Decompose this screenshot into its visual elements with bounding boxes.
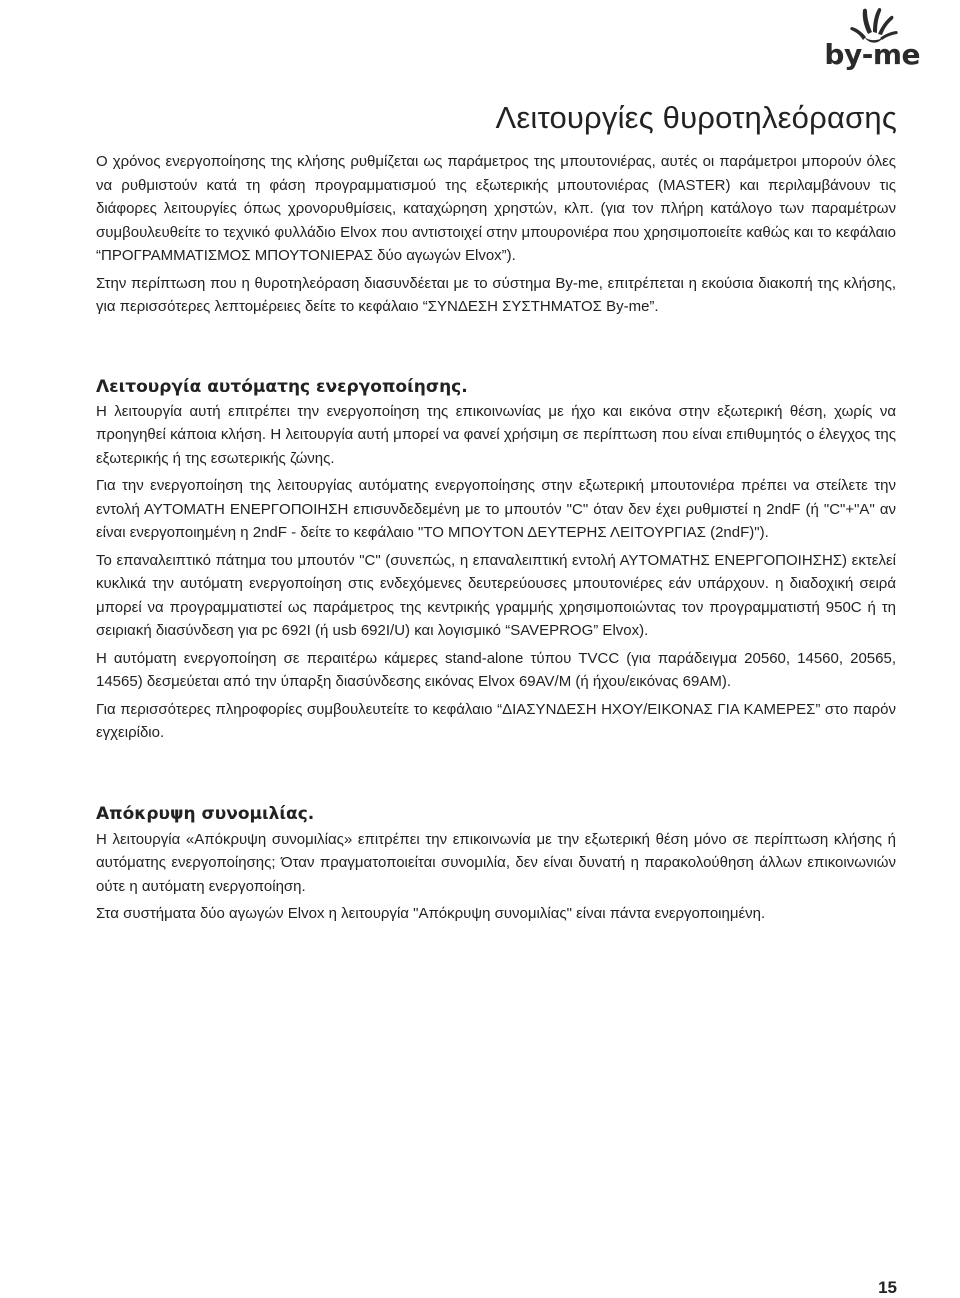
auto-activation-paragraph: Για περισσότερες πληροφορίες συμβουλευτείτε το κεφάλαιο “ΔΙΑΣΥΝΔΕΣΗ ΗΧΟΥ/ΕΙΚΟΝΑΣ ΓΙΑ ΚΑΜΕΡΕΣ” στο παρόν εγχειρίδιο. xyxy=(96,700,896,741)
intro-paragraph: Στην περίπτωση που η θυροτηλεόραση διασυνδέεται με το σύστημα By-me, επιτρέπεται η εκούσια διακοπή της κλήσης, για περισσότερες λεπτομέρειες δείτε το κεφάλαιο “ΣΥΝΔΕΣΗ ΣΥΣΤΗΜΑΤΟΣ By-me”. xyxy=(96,274,896,315)
document-body xyxy=(96,150,896,926)
auto-activation-paragraph: Για την ενεργοποίηση της λειτουργίας αυτόματης ενεργοποίησης στην εξωτερική μπουτονιέρα πρέπει να στείλετε την εντολή ΑΥΤΟΜΑΤΗ ΕΝΕΡΓΟΠΟΙΗΣΗ επισυνδεδεμένη με το μπουτόν "C" όταν δεν έχει ρυθμιστεί η 2ndF (ή "C"+"A" αν είναι ενεργοποιημένη η 2ndF - δείτε το κεφάλαιο "ΤΟ ΜΠΟΥΤΟΝ ΔΕΥΤΕΡΗΣ ΛΕΙΤΟΥΡΓΙΑΣ (2ndF)"). xyxy=(96,477,896,541)
section-title-privacy: Απόκρυψη συνομιλίας. xyxy=(96,803,315,824)
auto-activation-paragraph: Το επαναλειπτικό πάτημα του μπουτόν "C" (συνεπώς, η επαναλειπτική εντολή ΑΥΤΟΜΑΤΗΣ ΕΝΕΡΓΟΠΟΙΗΣΗΣ) εκτελεί κυκλικά την αυτόματη ενεργοποίηση στις ενδεχόμενες δευτερεύουσες μπουτονιέρες εάν υπάρχουν. η διαδοχική σειρά μπορεί να προγραμματιστεί ως παράμετρος της κεντρικής γραμμής χρησιμοποιώντας τον προγραμματιστή 950C ή τη σειριακή διασύνδεση για pc 692I (ή usb 692I/U) και λογισμικό “SAVEPROG” Elvox). xyxy=(96,551,896,639)
page-title: Λειτουργίες θυροτηλεόρασης xyxy=(495,100,897,135)
privacy-paragraph: Η λειτουργία «Απόκρυψη συνομιλίας» επιτρέπει την επικοινωνία με την εξωτερική θέση μόνο σε περίπτωση κλήσης ή αυτόματης ενεργοποίησης; Όταν πραγματοποιείται συνομιλία, δεν είναι δυνατή η παρακολούθηση άλλων επικοινωνιών ούτε η αυτόματη ενεργοποίηση. xyxy=(96,830,896,895)
auto-activation-paragraph: Η λειτουργία αυτή επιτρέπει την ενεργοποίηση της επικοινωνίας με ήχο και εικόνα στην εξωτερική θέση, χωρίς να προηγηθεί κάποια κλήση. Η λειτουργία αυτή μπορεί να φανεί χρήσιμη σε περίπτωση που είναι επιθυμητός ο έλεγχος της εξωτερικής ή της εσωτερικής ζώνης. xyxy=(96,402,896,467)
auto-activation-paragraph: Η αυτόματη ενεργοποίηση σε περαιτέρω κάμερες stand-alone τύπου TVCC (για παράδειγμα 20560, 14560, 20565, 14565) δεσμεύεται από την ύπαρξη διασύνδεσης εικόνας Elvox 69AV/M (ή ήχου/εικόνας 69AM). xyxy=(96,649,896,690)
section-title-auto-activation: Λειτουργία αυτόματης ενεργοποίησης. xyxy=(96,376,468,397)
privacy-paragraph: Στα συστήματα δύο αγωγών Elvox η λειτουργία "Απόκρυψη συνομιλίας" είναι πάντα ενεργοποιημένη. xyxy=(96,905,766,922)
page-number: 15 xyxy=(878,1278,897,1297)
intro-paragraph: Ο χρόνος ενεργοποίησης της κλήσης ρυθμίζεται ως παράμετρος της μπουτονιέρας, αυτές οι παράμετροι μπορούν όλες να ρυθμιστούν κατά τη φάση προγραμματισμού της εξωτερικής μπουτονιέρας (MASTER) και περιλαμβάνουν τις διάφορες λειτουργίες όπως χρονορυθμίσεις, καταχώρηση χρηστών, κλπ. (για τον πλήρη κατάλογο των παραμέτρων συμβουλευθείτε το τεχνικό φυλλάδιο Elvox που αντιστοιχεί στην μπουρονιέρα που χρησιμοποιείτε καθώς και το κεφάλαιο “ΠΡΟΓΡΑΜΜΑΤΙΣΜΟΣ ΜΠΟΥΤΟΝΙΕΡΑΣ δύο αγωγών Elvox”). xyxy=(96,153,896,264)
logo-wordmark: by-me xyxy=(824,38,920,71)
brand-logo xyxy=(816,4,920,74)
